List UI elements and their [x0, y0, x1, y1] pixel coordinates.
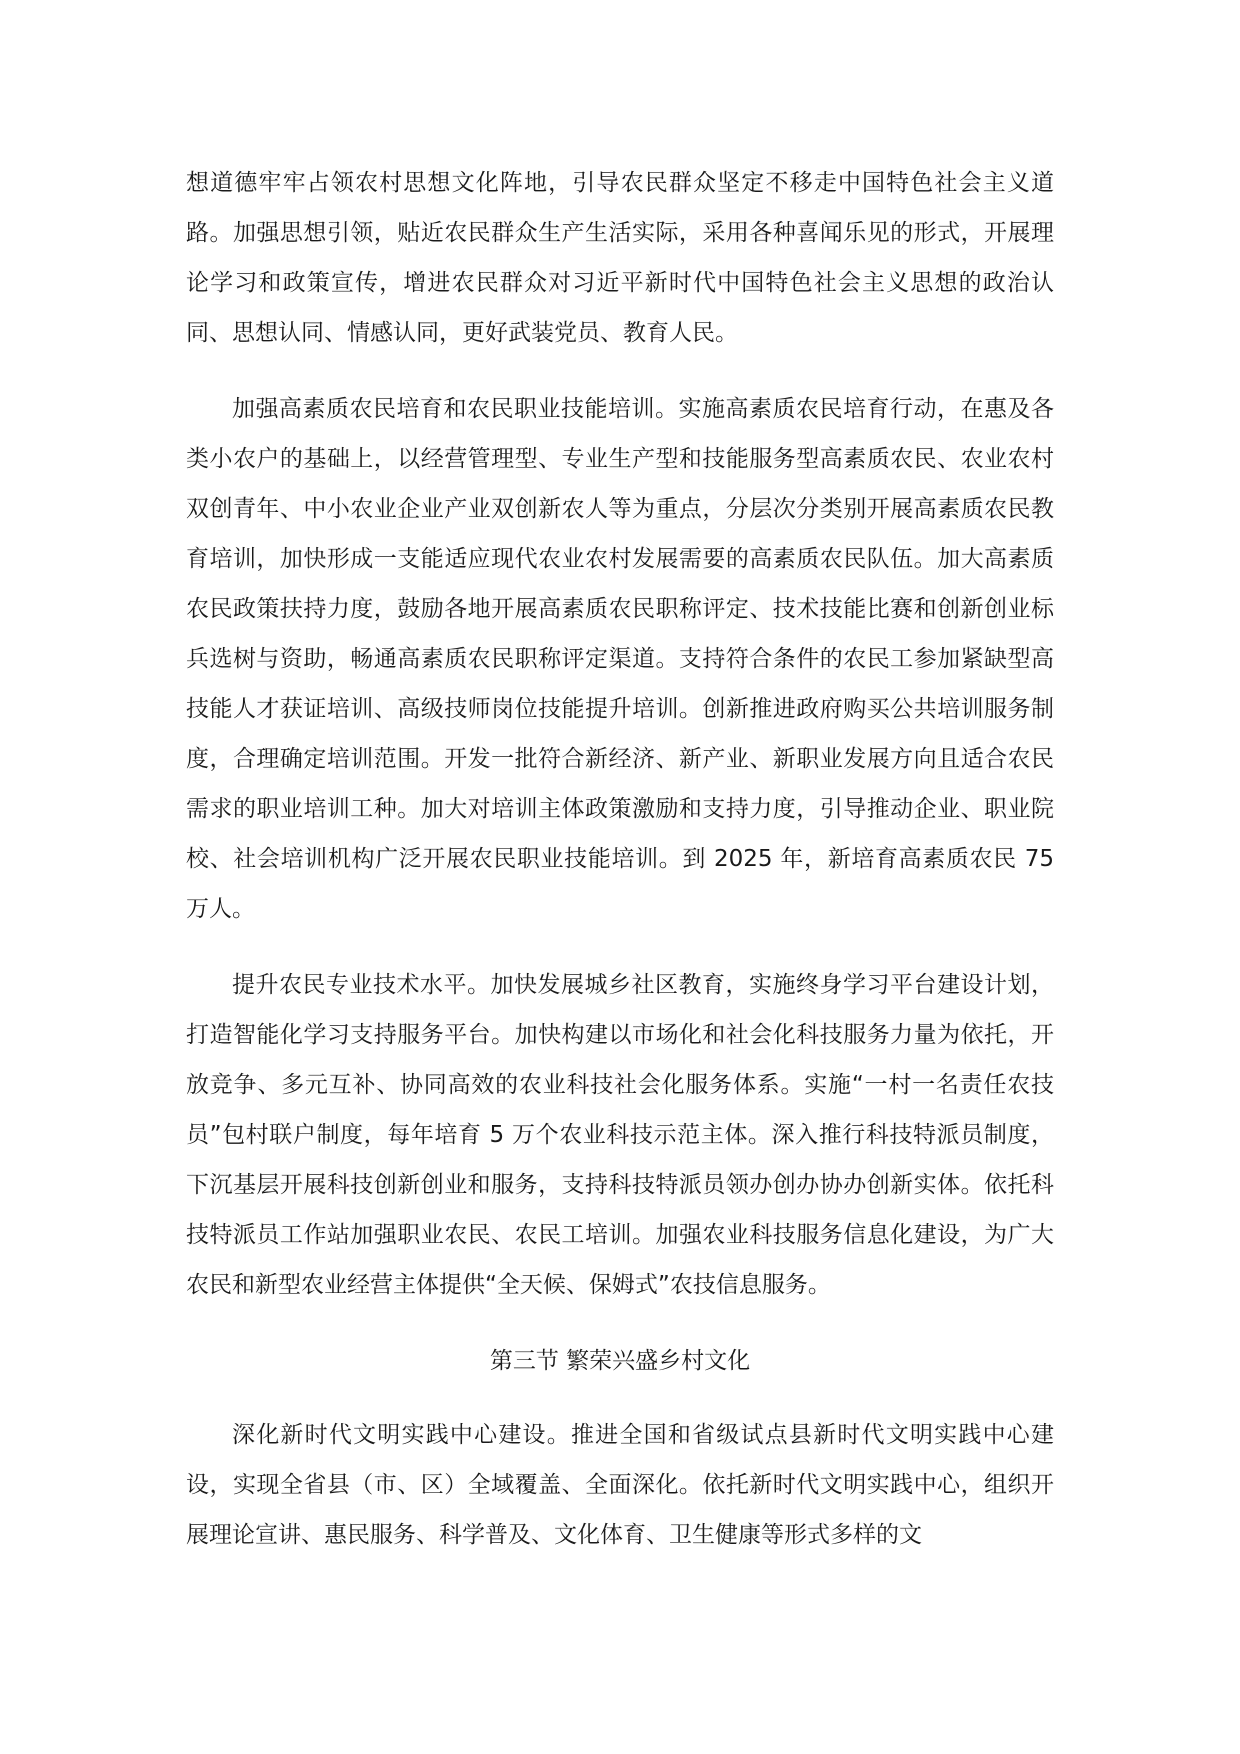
paragraph-technical-level: 提升农民专业技术水平。加快发展城乡社区教育，实施终身学习平台建设计划，打造智能化学习支持服务平台。加快构建以市场化和社会化科技服务力量为依托，开放竞争、多元互补、协同高效的农业科技社会化服务体系。实施“一村一名责任农技员”包村联户制度，每年培育 5 万个农业科技示范主体。深入推行科技特派员制度，下沉基层开展科技创新创业和服务，支持科技特派员领办创办协办创新实体。依托科技特派员工作站加强职业农民、农民工培训。加强农业科技服务信息化建设，为广大农民和新型农业经营主体提供“全天候、保姆式”农技信息服务。 — [186, 972, 1054, 1298]
paragraph-farmer-training: 加强高素质农民培育和农民职业技能培训。实施高素质农民培育行动，在惠及各类小农户的基础上，以经营管理型、专业生产型和技能服务型高素质农民、农业农村双创青年、中小农业企业产业双创新农人等为重点，分层次分类别开展高素质农民教育培训，加快形成一支能适应现代农业农村发展需要的高素质农民队伍。加大高素质农民政策扶持力度，鼓励各地开展高素质农民职称评定、技术技能比赛和创新创业标兵选树与资助，畅通高素质农民职称评定渠道。支持符合条件的农民工参加紧缺型高技能人才获证培训、高级技师岗位技能提升培训。创新推进政府购买公共培训服务制度，合理确定培训范围。开发一批符合新经济、新产业、新职业发展方向且适合农民需求的职业培训工种。加大对培训主体政策激励和支持力度，引导推动企业、职业院校、社会培训机构广泛开展农民职业技能培训。到 2025 年，新培育高素质农民 75 万人。 — [186, 396, 1054, 922]
paragraph-continuation: 想道德牢牢占领农村思想文化阵地，引导农民群众坚定不移走中国特色社会主义道路。加强思想引领，贴近农民群众生产生活实际，采用各种喜闻乐见的形式，开展理论学习和政策宣传，增进农民群众对习近平新时代中国特色社会主义思想的政治认同、思想认同、情感认同，更好武装党员、教育人民。 — [186, 170, 1054, 346]
section-heading: 第三节 繁荣兴盛乡村文化 — [489, 1348, 751, 1374]
document-body — [186, 158, 1054, 1586]
paragraph-civilization-center: 深化新时代文明实践中心建设。推进全国和省级试点县新时代文明实践中心建设，实现全省县（市、区）全域覆盖、全面深化。依托新时代文明实践中心，组织开展理论宣讲、惠民服务、科学普及、文化体育、卫生健康等形式多样的文 — [186, 1422, 1054, 1548]
